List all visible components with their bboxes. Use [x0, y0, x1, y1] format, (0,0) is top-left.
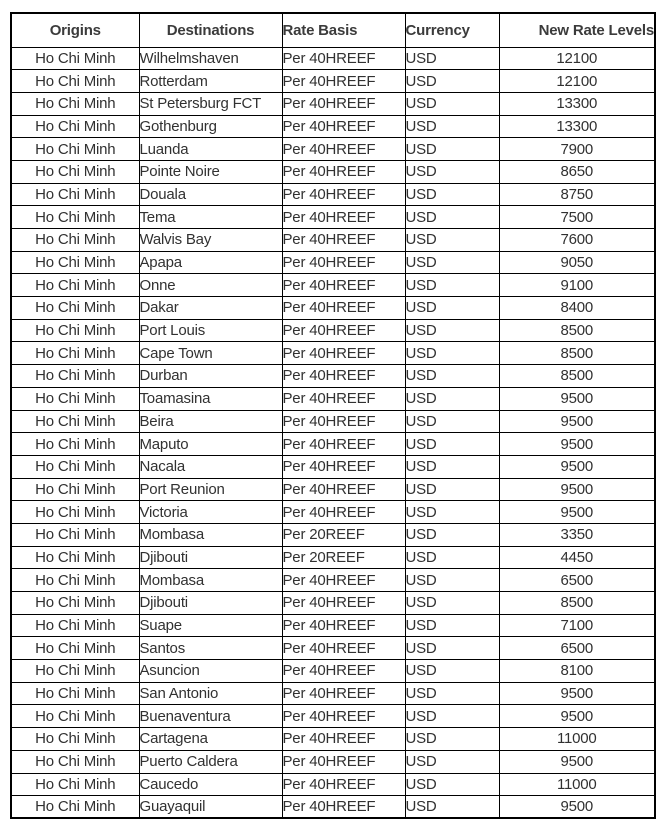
cell-origin: Ho Chi Minh	[11, 637, 139, 660]
cell-currency: USD	[405, 229, 499, 252]
cell-new-rate-level: 9050	[499, 251, 655, 274]
cell-new-rate-level: 7600	[499, 229, 655, 252]
table-row	[11, 796, 655, 819]
cell-origin: Ho Chi Minh	[11, 160, 139, 183]
column-header-currency: Currency	[405, 13, 499, 47]
cell-rate-basis: Per 40HREEF	[282, 387, 405, 410]
cell-new-rate-level: 6500	[499, 637, 655, 660]
cell-currency: USD	[405, 660, 499, 683]
cell-currency: USD	[405, 569, 499, 592]
table-row	[11, 47, 655, 70]
table-row	[11, 206, 655, 229]
cell-new-rate-level: 9500	[499, 796, 655, 819]
table-row	[11, 319, 655, 342]
cell-destination: Mombasa	[139, 523, 282, 546]
cell-destination: Walvis Bay	[139, 229, 282, 252]
cell-origin: Ho Chi Minh	[11, 433, 139, 456]
cell-currency: USD	[405, 682, 499, 705]
cell-currency: USD	[405, 546, 499, 569]
cell-destination: Onne	[139, 274, 282, 297]
table-row	[11, 501, 655, 524]
cell-new-rate-level: 13300	[499, 92, 655, 115]
table-row	[11, 592, 655, 615]
cell-currency: USD	[405, 92, 499, 115]
cell-destination: Rotterdam	[139, 70, 282, 93]
cell-currency: USD	[405, 342, 499, 365]
cell-origin: Ho Chi Minh	[11, 251, 139, 274]
cell-new-rate-level: 8750	[499, 183, 655, 206]
cell-rate-basis: Per 40HREEF	[282, 705, 405, 728]
cell-new-rate-level: 13300	[499, 115, 655, 138]
cell-destination: Gothenburg	[139, 115, 282, 138]
table-row	[11, 387, 655, 410]
cell-currency: USD	[405, 728, 499, 751]
cell-origin: Ho Chi Minh	[11, 342, 139, 365]
cell-currency: USD	[405, 478, 499, 501]
cell-rate-basis: Per 40HREEF	[282, 319, 405, 342]
table-row	[11, 229, 655, 252]
cell-rate-basis: Per 40HREEF	[282, 274, 405, 297]
cell-currency: USD	[405, 750, 499, 773]
cell-destination: Suape	[139, 614, 282, 637]
cell-destination: Pointe Noire	[139, 160, 282, 183]
cell-currency: USD	[405, 614, 499, 637]
cell-rate-basis: Per 40HREEF	[282, 455, 405, 478]
cell-origin: Ho Chi Minh	[11, 592, 139, 615]
cell-destination: Santos	[139, 637, 282, 660]
cell-origin: Ho Chi Minh	[11, 796, 139, 819]
cell-origin: Ho Chi Minh	[11, 183, 139, 206]
cell-destination: Durban	[139, 365, 282, 388]
cell-destination: Cartagena	[139, 728, 282, 751]
cell-rate-basis: Per 40HREEF	[282, 660, 405, 683]
cell-destination: Djibouti	[139, 546, 282, 569]
cell-currency: USD	[405, 796, 499, 819]
table-row	[11, 183, 655, 206]
cell-origin: Ho Chi Minh	[11, 70, 139, 93]
cell-origin: Ho Chi Minh	[11, 274, 139, 297]
cell-destination: Douala	[139, 183, 282, 206]
cell-origin: Ho Chi Minh	[11, 455, 139, 478]
cell-origin: Ho Chi Minh	[11, 750, 139, 773]
cell-new-rate-level: 12100	[499, 47, 655, 70]
cell-destination: Port Louis	[139, 319, 282, 342]
cell-destination: Mombasa	[139, 569, 282, 592]
cell-rate-basis: Per 40HREEF	[282, 47, 405, 70]
cell-destination: Victoria	[139, 501, 282, 524]
cell-rate-basis: Per 20REEF	[282, 546, 405, 569]
cell-origin: Ho Chi Minh	[11, 546, 139, 569]
cell-rate-basis: Per 40HREEF	[282, 569, 405, 592]
cell-rate-basis: Per 40HREEF	[282, 342, 405, 365]
table-row	[11, 478, 655, 501]
rate-table-body	[11, 47, 655, 818]
cell-currency: USD	[405, 773, 499, 796]
cell-rate-basis: Per 40HREEF	[282, 614, 405, 637]
table-row	[11, 297, 655, 320]
cell-origin: Ho Chi Minh	[11, 229, 139, 252]
cell-new-rate-level: 7500	[499, 206, 655, 229]
cell-new-rate-level: 7900	[499, 138, 655, 161]
cell-currency: USD	[405, 433, 499, 456]
cell-rate-basis: Per 40HREEF	[282, 637, 405, 660]
cell-currency: USD	[405, 138, 499, 161]
cell-origin: Ho Chi Minh	[11, 365, 139, 388]
table-row	[11, 728, 655, 751]
table-row	[11, 614, 655, 637]
cell-currency: USD	[405, 251, 499, 274]
table-row	[11, 160, 655, 183]
cell-currency: USD	[405, 206, 499, 229]
cell-destination: Port Reunion	[139, 478, 282, 501]
cell-new-rate-level: 9500	[499, 750, 655, 773]
cell-origin: Ho Chi Minh	[11, 614, 139, 637]
cell-destination: St Petersburg FCT	[139, 92, 282, 115]
table-row	[11, 455, 655, 478]
table-row	[11, 138, 655, 161]
cell-currency: USD	[405, 297, 499, 320]
cell-rate-basis: Per 40HREEF	[282, 796, 405, 819]
table-row	[11, 705, 655, 728]
cell-new-rate-level: 11000	[499, 728, 655, 751]
cell-rate-basis: Per 40HREEF	[282, 160, 405, 183]
table-row	[11, 433, 655, 456]
cell-rate-basis: Per 40HREEF	[282, 433, 405, 456]
cell-currency: USD	[405, 637, 499, 660]
cell-new-rate-level: 8500	[499, 592, 655, 615]
cell-origin: Ho Chi Minh	[11, 728, 139, 751]
cell-new-rate-level: 9500	[499, 410, 655, 433]
cell-new-rate-level: 7100	[499, 614, 655, 637]
cell-rate-basis: Per 40HREEF	[282, 773, 405, 796]
cell-new-rate-level: 4450	[499, 546, 655, 569]
cell-destination: Djibouti	[139, 592, 282, 615]
table-row	[11, 773, 655, 796]
cell-rate-basis: Per 40HREEF	[282, 365, 405, 388]
cell-new-rate-level: 9500	[499, 501, 655, 524]
cell-rate-basis: Per 40HREEF	[282, 682, 405, 705]
table-row	[11, 750, 655, 773]
cell-rate-basis: Per 20REEF	[282, 523, 405, 546]
cell-new-rate-level: 8100	[499, 660, 655, 683]
cell-destination: Wilhelmshaven	[139, 47, 282, 70]
cell-origin: Ho Chi Minh	[11, 115, 139, 138]
cell-new-rate-level: 8500	[499, 365, 655, 388]
table-row	[11, 274, 655, 297]
cell-rate-basis: Per 40HREEF	[282, 92, 405, 115]
column-header-origins: Origins	[11, 13, 139, 47]
cell-currency: USD	[405, 319, 499, 342]
table-row	[11, 365, 655, 388]
cell-origin: Ho Chi Minh	[11, 705, 139, 728]
table-row	[11, 70, 655, 93]
cell-currency: USD	[405, 183, 499, 206]
cell-rate-basis: Per 40HREEF	[282, 750, 405, 773]
table-row	[11, 92, 655, 115]
cell-rate-basis: Per 40HREEF	[282, 297, 405, 320]
cell-rate-basis: Per 40HREEF	[282, 183, 405, 206]
cell-destination: Caucedo	[139, 773, 282, 796]
cell-origin: Ho Chi Minh	[11, 387, 139, 410]
cell-destination: Toamasina	[139, 387, 282, 410]
table-row	[11, 682, 655, 705]
cell-rate-basis: Per 40HREEF	[282, 138, 405, 161]
column-header-destinations: Destinations	[139, 13, 282, 47]
cell-new-rate-level: 8400	[499, 297, 655, 320]
cell-currency: USD	[405, 70, 499, 93]
cell-new-rate-level: 9500	[499, 455, 655, 478]
cell-currency: USD	[405, 705, 499, 728]
table-row	[11, 410, 655, 433]
cell-currency: USD	[405, 160, 499, 183]
table-row	[11, 546, 655, 569]
cell-currency: USD	[405, 365, 499, 388]
cell-rate-basis: Per 40HREEF	[282, 251, 405, 274]
cell-new-rate-level: 9500	[499, 682, 655, 705]
table-row	[11, 251, 655, 274]
cell-destination: San Antonio	[139, 682, 282, 705]
cell-origin: Ho Chi Minh	[11, 138, 139, 161]
table-row	[11, 115, 655, 138]
cell-rate-basis: Per 40HREEF	[282, 229, 405, 252]
cell-destination: Maputo	[139, 433, 282, 456]
cell-currency: USD	[405, 274, 499, 297]
cell-origin: Ho Chi Minh	[11, 682, 139, 705]
cell-new-rate-level: 6500	[499, 569, 655, 592]
rate-table-header	[11, 13, 655, 47]
cell-destination: Puerto Caldera	[139, 750, 282, 773]
header-row	[11, 13, 655, 47]
cell-new-rate-level: 9500	[499, 705, 655, 728]
cell-currency: USD	[405, 387, 499, 410]
table-row	[11, 569, 655, 592]
cell-currency: USD	[405, 47, 499, 70]
cell-origin: Ho Chi Minh	[11, 92, 139, 115]
cell-new-rate-level: 8500	[499, 342, 655, 365]
table-row	[11, 637, 655, 660]
cell-rate-basis: Per 40HREEF	[282, 501, 405, 524]
table-row	[11, 342, 655, 365]
cell-new-rate-level: 12100	[499, 70, 655, 93]
cell-new-rate-level: 11000	[499, 773, 655, 796]
cell-destination: Cape Town	[139, 342, 282, 365]
cell-currency: USD	[405, 501, 499, 524]
cell-destination: Luanda	[139, 138, 282, 161]
cell-destination: Asuncion	[139, 660, 282, 683]
rate-table	[10, 12, 656, 819]
cell-rate-basis: Per 40HREEF	[282, 728, 405, 751]
column-header-new-rate-levels: New Rate Levels	[499, 13, 655, 47]
cell-new-rate-level: 8650	[499, 160, 655, 183]
cell-destination: Nacala	[139, 455, 282, 478]
cell-origin: Ho Chi Minh	[11, 660, 139, 683]
cell-rate-basis: Per 40HREEF	[282, 410, 405, 433]
cell-origin: Ho Chi Minh	[11, 47, 139, 70]
cell-destination: Guayaquil	[139, 796, 282, 819]
cell-new-rate-level: 9500	[499, 433, 655, 456]
cell-rate-basis: Per 40HREEF	[282, 592, 405, 615]
cell-origin: Ho Chi Minh	[11, 569, 139, 592]
table-row	[11, 523, 655, 546]
cell-destination: Dakar	[139, 297, 282, 320]
cell-currency: USD	[405, 455, 499, 478]
cell-destination: Beira	[139, 410, 282, 433]
cell-new-rate-level: 8500	[499, 319, 655, 342]
cell-currency: USD	[405, 410, 499, 433]
cell-new-rate-level: 9500	[499, 478, 655, 501]
cell-new-rate-level: 3350	[499, 523, 655, 546]
cell-destination: Apapa	[139, 251, 282, 274]
cell-origin: Ho Chi Minh	[11, 523, 139, 546]
cell-currency: USD	[405, 523, 499, 546]
cell-origin: Ho Chi Minh	[11, 410, 139, 433]
cell-rate-basis: Per 40HREEF	[282, 206, 405, 229]
cell-destination: Buenaventura	[139, 705, 282, 728]
cell-rate-basis: Per 40HREEF	[282, 478, 405, 501]
cell-rate-basis: Per 40HREEF	[282, 115, 405, 138]
table-row	[11, 660, 655, 683]
cell-destination: Tema	[139, 206, 282, 229]
cell-origin: Ho Chi Minh	[11, 773, 139, 796]
cell-currency: USD	[405, 592, 499, 615]
cell-origin: Ho Chi Minh	[11, 297, 139, 320]
cell-origin: Ho Chi Minh	[11, 319, 139, 342]
cell-rate-basis: Per 40HREEF	[282, 70, 405, 93]
cell-origin: Ho Chi Minh	[11, 478, 139, 501]
cell-origin: Ho Chi Minh	[11, 206, 139, 229]
cell-currency: USD	[405, 115, 499, 138]
cell-new-rate-level: 9500	[499, 387, 655, 410]
cell-origin: Ho Chi Minh	[11, 501, 139, 524]
cell-new-rate-level: 9100	[499, 274, 655, 297]
column-header-rate-basis: Rate Basis	[282, 13, 405, 47]
